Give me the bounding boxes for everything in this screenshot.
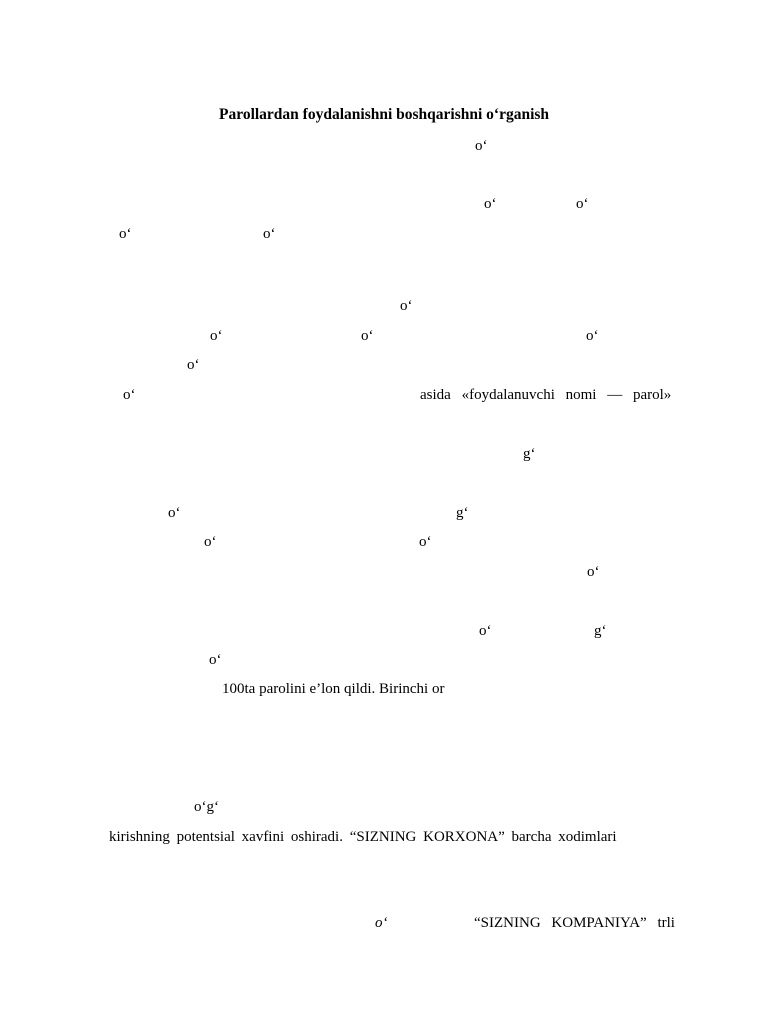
text-fragment: o‘	[168, 505, 181, 521]
text-fragment: o‘	[484, 196, 497, 212]
text-fragment: o‘	[400, 298, 413, 314]
text-fragment: o‘	[419, 534, 432, 550]
text-fragment: o‘	[586, 328, 599, 344]
text-fragment: o‘	[123, 387, 136, 403]
text-fragment: o‘	[210, 328, 223, 344]
text-fragment: o‘	[263, 226, 276, 242]
text-fragment: o‘	[187, 357, 200, 373]
text-fragment: o‘	[587, 564, 600, 580]
text-fragment: g‘	[456, 505, 469, 521]
text-fragment: o‘	[475, 138, 488, 154]
text-fragment: o‘	[361, 328, 374, 344]
text-fragment: “SIZNING KOMPANIYA” trli	[474, 915, 675, 931]
text-fragment: o‘	[576, 196, 589, 212]
text-fragment: g‘	[523, 446, 536, 462]
text-fragment: kirishning potentsial xavfini oshiradi. “SIZNING KORXONA” barcha xodimlari	[109, 829, 617, 845]
text-fragment: o‘	[204, 534, 217, 550]
document-title: Parollardan foydalanishni boshqarishni o‘rganish	[219, 106, 550, 123]
text-fragment: o‘	[119, 226, 132, 242]
text-fragment: o‘g‘	[194, 799, 219, 815]
text-fragment: o‘	[375, 915, 388, 931]
text-fragment: asida «foydalanuvchi nomi — parol»	[420, 387, 672, 403]
text-fragment: 100ta parolini e’lon qildi. Birinchi or	[222, 681, 445, 697]
text-fragment: o‘	[479, 623, 492, 639]
text-fragment: g‘	[594, 623, 607, 639]
text-fragment: o‘	[209, 652, 222, 668]
